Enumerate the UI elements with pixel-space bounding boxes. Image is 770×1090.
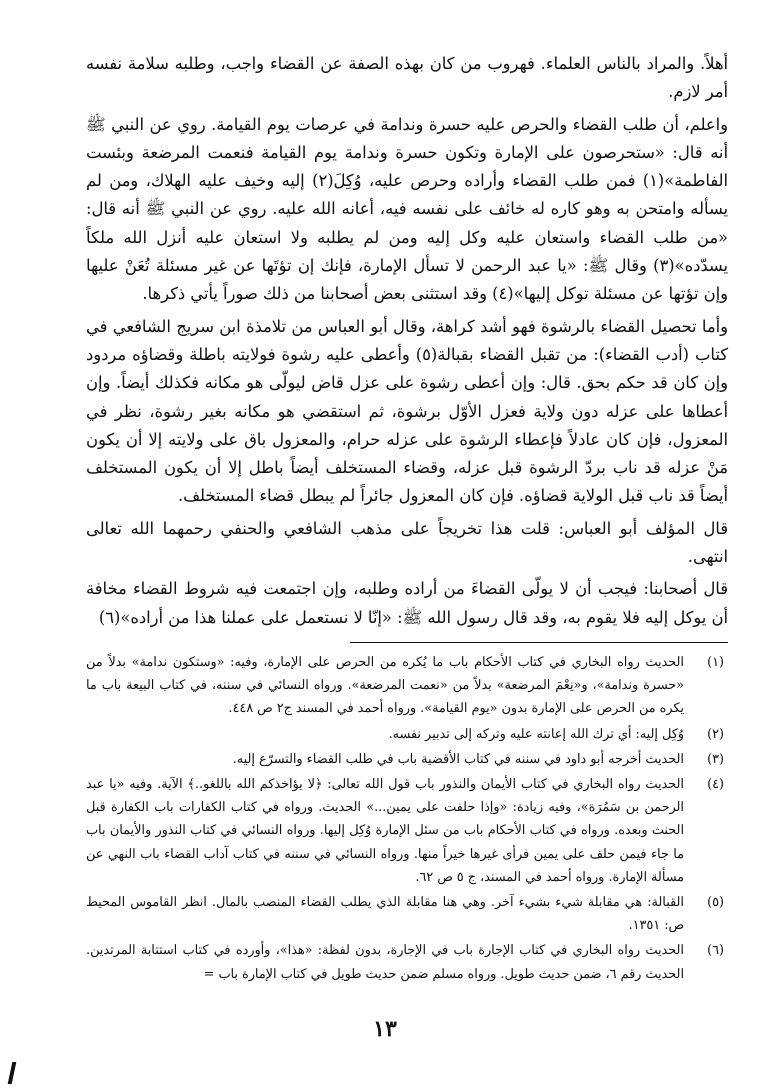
scan-edge-mark	[8, 1062, 17, 1084]
footnote-number: (١)	[707, 654, 724, 670]
footnote-item	[86, 939, 728, 985]
footnotes	[86, 651, 728, 986]
footnote-item	[86, 891, 728, 937]
footnote-text: وُكِل إليه: أي ترك الله إعانته عليه وتركه إلى تدبير نفسه.	[388, 726, 684, 742]
paragraph: أهلاً. والمراد بالناس العلماء. فهروب من كان بهذه الصفة عن القضاء واجب، وطلبه سلامة نفسه أمر لازم.	[86, 54, 728, 102]
footnote-number: (٥)	[707, 894, 724, 910]
paragraph: واعلم، أن طلب القضاء والحرص عليه حسرة وندامة في عرصات يوم القيامة. روي عن النبي ﷺ أنه قال: «ستحرصون على الإمارة وتكون حسرة وندامة يوم القيامة فنعمت المرضعة وبئست الفاطمة»(١) فمن طلب القضاء وأراده وحرص عليه، وُكِلَ(٢) إليه وخيف عليه الهلاك، ومن لم يسأله وامتحن به وهو كاره له خائف على نفسه فيه، أعانه الله عليه. روي عن النبي ﷺ أنه قال: «من طلب القضاء واستعان عليه وكل إليه ومن لم يطلبه ولا استعان عليه أنزل الله ملكاً يسدّده»(٣) وقال ﷺ: «يا عبد الرحمن لا تسأل الإمارة، فإنك إن تؤتَها عن غير مسئلة تُعَنْ عليها وإن تؤتها عن مسئلة توكل إليها»(٤) وقد استثنى بعض أصحابنا من ذلك صوراً يأتي ذكرها.	[86, 114, 728, 304]
footnote-text: الحديث أخرجه أبو داود في سننه في كتاب الأقضية باب في طلب القضاء والتسرّع إليه.	[232, 751, 684, 767]
footnote-text: الحديث رواه البخاري في كتاب الأيمان والنذور باب قول الله تعالى: ﴿لا يؤاخذكم الله باللغو..﴾ الآية. وفيه «يا عبد الرحمن بن سَمُرَة»، وفيه زيادة: «وإذا حلفت على يمين...» الحديث. ورواه في كتاب الكفارات باب الكفارة قبل الحنث وبعده. ورواه في كتاب الأحكام باب من سئل الإمارة وُكِل إليها. ورواه النسائي في كتاب النذور والأيمان باب ما جاء فيمن حلف على يمين فرأى غيرها خيراً منها. ورواه النسائي في سننه في كتاب آداب القضاء باب النهي عن مسألة الإمارة. ورواه أحمد في المسند، ج ٥ ص ٦٢.	[86, 776, 684, 885]
main-text	[86, 50, 728, 632]
footnote-text: الحديث رواه البخاري في كتاب الأحكام باب ما يُكره من الحرص على الإمارة، وفيه: «وستكون ندامة» بدلاً من «حسرة وندامة»، و«نِعْمَ المرضعة» بدلاً من «نعمت المرضعة». ورواه النسائي في سننه، في كتاب البيعة باب ما يكره من الحرص على الإمارة بدون «يوم القيامة». ورواه أحمد في المسند ج٢ ص ٤٤٨.	[86, 654, 684, 717]
footnote-text: القبالة: هي مقابلة شيء بشيء آخر. وهي هنا مقابلة الذي يطلب القضاء المنصب بالمال. انظر القاموس المحيط ص: ١٣٥١.	[86, 894, 684, 934]
footnote-item	[86, 773, 728, 889]
footnote-number: (٦)	[707, 943, 724, 959]
footnote-number: (٣)	[707, 751, 724, 767]
footnote-text: الحديث رواه البخاري في كتاب الإجارة باب في الإجارة، بدون لفظة: «هذا»، وأورده في كتاب استتابة المرتدين. الحديث رقم ٦، ضمن حديث طويل. ورواه مسلم ضمن حديث طويل في كتاب الإمارة باب =	[86, 943, 684, 982]
footnote-item	[86, 748, 728, 771]
paragraph: وأما تحصيل القضاء بالرشوة فهو أشد كراهة، وقال أبو العباس من تلامذة ابن سريج الشافعي في كتاب (أدب القضاء): من تقبل القضاء بقبالة(٥) وأعطى عليه رشوة فولايته باطلة وقضاؤه مردود وإن كان قد حكم بحق. قال: وإن أعطى رشوة على عزل قاض ليولّى هو مكانه فكذلك أيضاً. وإن أعطاها على عزله دون ولاية فعزل الأوّل برشوة، ثم استقضي هو مكانه بغير رشوة، نظر في المعزول، فإن كان عادلاً فإعطاء الرشوة على عزله حرام، والمعزول باق على ولايته إلا أن يكون مَنْ عزله قد ناب بردّ الرشوة قبل عزله، وقضاء المستخلف أيضاً باطل إلا أن يكون المستخلف أيضاً قد ناب قبل الولاية قضاؤه. فإن كان المعزول جائراً لم يبطل قضاء المستخلف.	[86, 316, 728, 506]
footnote-item	[86, 651, 728, 721]
paragraph: قال أصحابنا: فيجب أن لا يولّى القضاءَ من أراده وطلبه، وإن اجتمعت فيه شروط القضاء مخافة أن يوكل إليه فلا يقوم به، وقد قال رسول الله ﷺ: «إنّا لا نستعمل على عملنا هذا من أراده»(٦)	[86, 579, 728, 627]
document-page	[86, 50, 728, 986]
footnote-item	[86, 723, 728, 746]
footnote-divider	[350, 642, 728, 643]
footnote-number: (٢)	[707, 726, 724, 742]
footnote-number: (٤)	[707, 776, 724, 792]
page-number: ١٣	[373, 1016, 397, 1042]
paragraph: قال المؤلف أبو العباس: قلت هذا تخريجاً على مذهب الشافعي والحنفي رحمهما الله تعالى انتهى.	[86, 518, 728, 567]
